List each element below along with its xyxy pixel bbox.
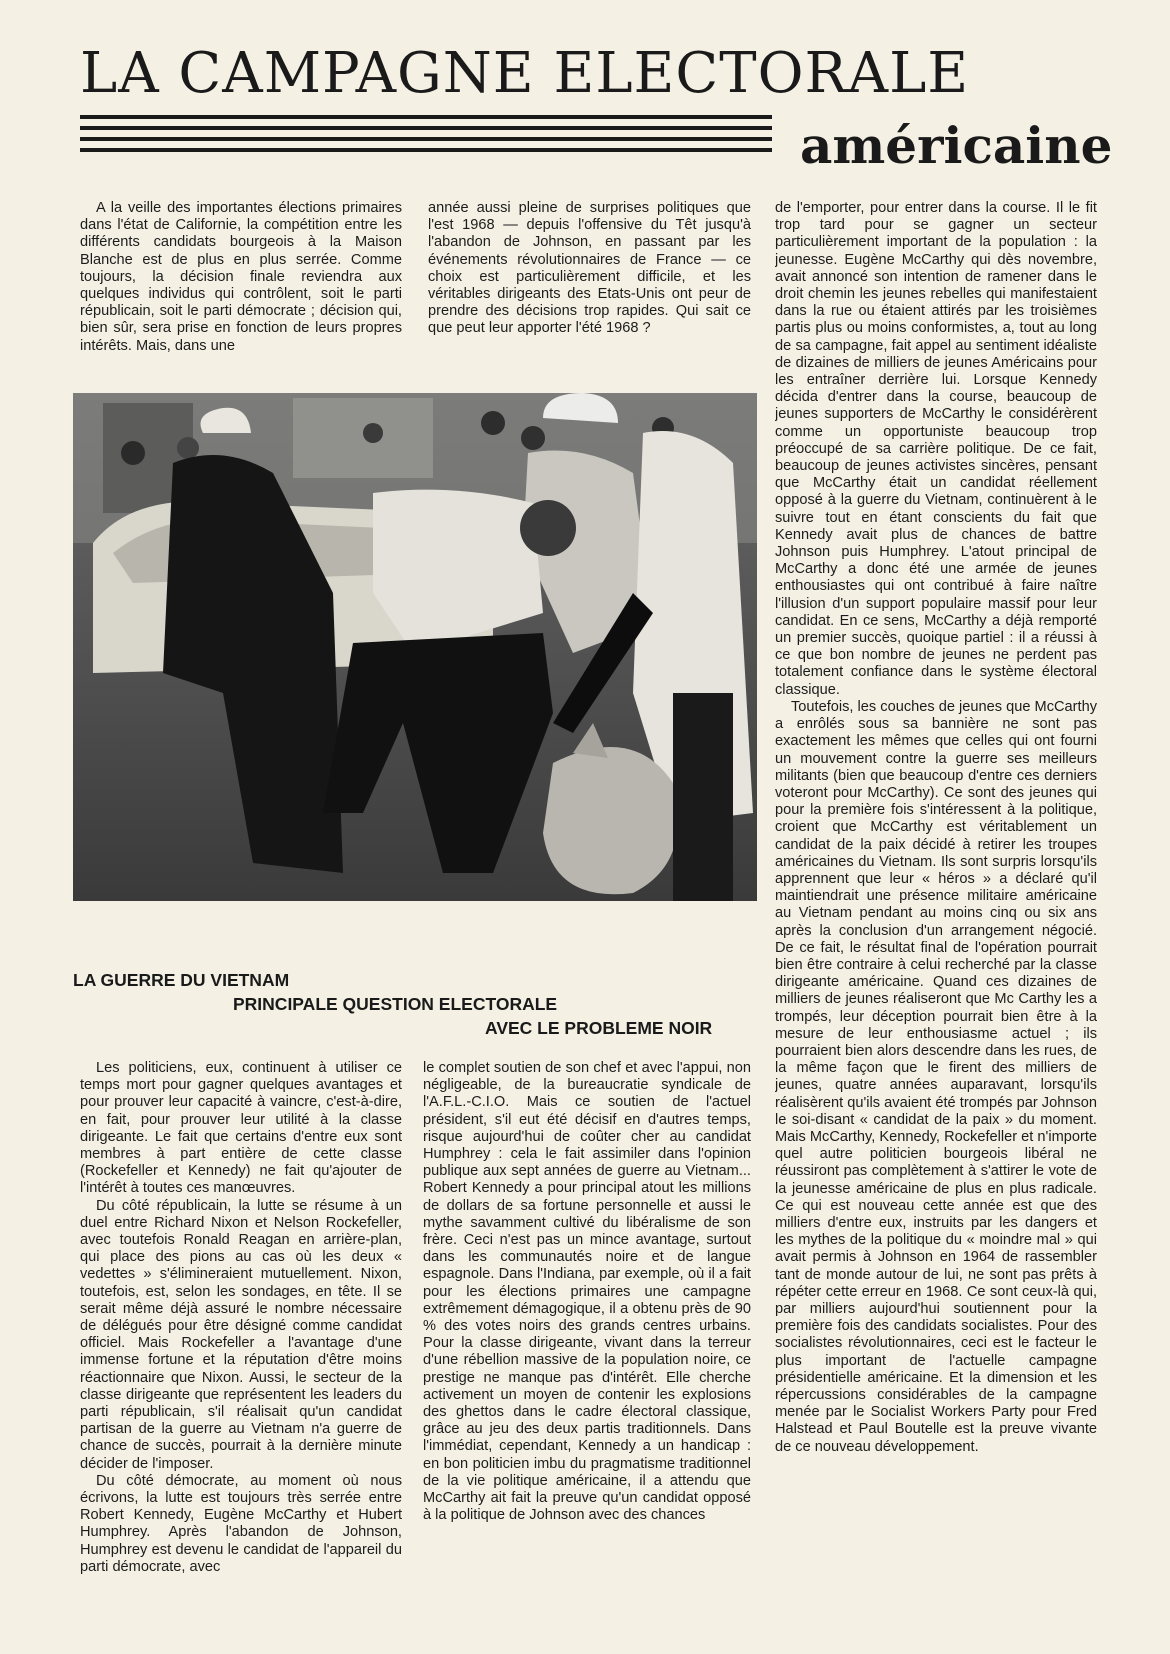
title-rule — [80, 148, 772, 152]
section-heading-line: LA GUERRE DU VIETNAM — [73, 970, 290, 990]
section-heading — [73, 968, 757, 1040]
section-heading-line: AVEC LE PROBLEME NOIR — [485, 1018, 713, 1038]
title-rule — [80, 126, 772, 130]
title-rule — [80, 137, 772, 141]
paragraph: le complet soutien de son chef et avec l'appui, non négligeable, de la bureaucratie syndicale de l'A.F.L.-C.I.O. Mais ce soutien de l'actuel président, s'il eut été décisif en d'autres temps, risque aujourd'hui de coûter cher au candidat Humphrey : cela le fait assimiler dans l'opinion publique aux sept années de guerre au Vietnam... Robert Kennedy a pour principal atout les millions de dollars de sa fortune personnelle et aussi le mythe savamment cultivé du libéralisme de son frère. Ceci n'est pas un mince avantage, surtout dans les communautés noire et de langue espagnole. Dans l'Indiana, par exemple, où il a fait pour les élections primaires une campagne extrêmement démagogique, il a obtenu près de 90 % des votes noirs des grands centres urbains. Pour la classe dirigeante, vivant dans la terreur d'une rébellion massive de la population noire, ce prestige ne manque pas d'intérêt. Elle cherche activement un moyen de contenir les explosions des ghettos dans le cadre électoral classique, grâce au jeu des deux partis traditionnels. Dans l'immédiat, cependant, Kennedy a un handicap : en bon politicien imbu du pragmatisme traditionnel de la vie politique américaine, il a attendu que McCarthy ait fait la preuve qu'un candidat opposé à la politique de Johnson avec des chances — [423, 1060, 751, 1524]
news-photograph — [73, 393, 757, 901]
photo-illustration — [73, 393, 757, 901]
paragraph: Du côté démocrate, au moment où nous écrivons, la lutte est toujours très serrée entre Robert Kennedy, Eugène McCarthy et Hubert Humphrey. Après l'abandon de Johnson, Humphrey est devenu le candidat de l'appareil du parti démocrate, avec — [80, 1472, 402, 1575]
intro-column-2 — [428, 200, 751, 338]
section-heading-line: PRINCIPALE QUESTION ELECTORALE — [233, 994, 558, 1014]
page-subtitle: américaine — [800, 116, 1113, 175]
page-title: LA CAMPAGNE ELECTORALE — [80, 41, 970, 106]
body-column-2 — [423, 1060, 751, 1620]
paragraph: Les politiciens, eux, continuent à utiliser ce temps mort pour gagner quelques avantages et pour prouver leur capacité à vaincre, c'est-à-dire, en fait, pour prouver leur utilité à la classe dirigeante. Le fait que certains d'entre eux sont membres à part entière de cette classe (Rockefeller et Kennedy) ne fait qu'ajouter de l'intérêt à toutes ces manœuvres. — [80, 1060, 402, 1197]
intro-column-1 — [80, 200, 402, 355]
title-rules — [80, 115, 772, 159]
paragraph: A la veille des importantes élections primaires dans l'état de Californie, la compétition entre les différents candidats bourgeois à la Maison Blanche est de plus en plus serrée. Comme toujours, la décision finale reviendra aux quelques individus qui contrôlent, soit le parti républicain, soit le parti démocrate ; décision qui, bien sûr, sera prise en fonction de leurs propres intérêts. Mais, dans une — [80, 200, 402, 354]
paragraph: de l'emporter, pour entrer dans la course. Il le fit trop tard pour se gagner un secteur particulièrement important de la population : la jeunesse. Eugène McCarthy qui dès novembre, avait annoncé son intention de ramener dans le droit chemin les jeunes rebelles qui manifestaient dans la rue ou étaient attirés par les troisièmes partis plus ou moins conformistes, a, tout au long de sa campagne, fait appel au sentiment idéaliste de dizaines de milliers de jeunes Américains pour les entraîner derrière lui. Lorsque Kennedy décida d'entrer dans la course, beaucoup de jeunes supporters de McCarthy le considérèrent comme un opportuniste beaucoup trop préoccupé de sa carrière politique. De ce fait, beaucoup de jeunes activistes sincères, pensant que McCarthy était un candidat réellement opposé à la guerre du Vietnam, continuèrent à le suivre tout en étant conscients du fait que Kennedy avait plus de chances de battre Johnson puis Humphrey. L'atout principal de McCarthy a donc été une armée de jeunes enthousiastes qui ont contribué à faire naître l'illusion d'un support populaire massif pour leur candidat. En ce sens, McCarthy a déjà remporté un premier succès, quoique partiel : il a réussi à ce que bon nombre de jeunes ne perdent pas totalement confiance dans le système électoral classique. — [775, 200, 1097, 698]
right-column — [775, 200, 1097, 1625]
title-rule — [80, 115, 772, 119]
body-column-1 — [80, 1060, 402, 1620]
paragraph: Toutefois, les couches de jeunes que McCarthy a enrôlés sous sa bannière ne sont pas exactement les mêmes que celles qui ont fourni un mouvement contre la guerre ses meilleurs militants (bien que beaucoup d'entre ces derniers voteront pour McCarthy). Ce sont des jeunes qui pour la première fois s'intéressent à la politique, croient que McCarthy est véritablement un candidat de la paix décidé à retirer les troupes américaines du Vietnam. Ils sont surpris lorsqu'ils apprennent que leur « héros » a déclaré qu'il maintiendrait une présence militaire américaine au Vietnam pendant au moins cinq ou six ans après la conclusion d'un arrangement négocié. De ce fait, le résultat final de l'opération pourrait bien être contraire à celui recherché par la classe dirigeante américaine. Quand ces dizaines de milliers de jeunes réaliseront que Mc Carthy les a trompés, leur déception pourrait bien être à la mesure de leur enthousiasme actuel ; ils pourraient bien alors descendre dans les rues, de la même façon que le firent des milliers de jeunes, quatre années auparavant, lorsqu'ils réalisèrent qu'ils avaient été trompés par Johnson le soi-disant « candidat de la paix » du moment. Mais McCarthy, Kennedy, Rockefeller et n'importe quel autre politicien bourgeois libéral ne réussiront pas complètement à s'attirer le vote de la jeunesse américaine de plus en plus radicale. Ce qui est nouveau cette année est que des milliers d'entre eux, instruits par les dangers et les mythes de la politique du « moindre mal » qui avait permis à Johnson en 1964 de rassembler tant de monde autour de lui, ne sont pas prêts à répéter cette erreur en 1968. Ce sont ceux-là qui, par milliers aujourd'hui soutiennent pour la première fois des candidats socialistes. Pour des socialistes révolutionnaires, ceci est le facteur le plus important de l'actuelle campagne présidentielle américaine. Et la dimension et les répercussions considérables de la campagne menée par le Socialist Workers Party pour Fred Halstead et Paul Boutelle est la preuve vivante de ce nouveau développement. — [775, 698, 1097, 1455]
paragraph: Du côté républicain, la lutte se résume à un duel entre Richard Nixon et Nelson Rockefeller, avec toutefois Ronald Reagan en arrière-plan, qui place des pions au cas où les deux « vedettes » s'élimineraient mutuellement. Nixon, toutefois, est, selon les sondages, en tête. Il se serait même déjà assuré le nombre nécessaire de délégués pour être désigné comme candidat officiel. Mais Rockefeller a l'avantage d'une immense fortune et la réputation d'être moins réactionnaire que Nixon. Aussi, le secteur de la classe dirigeante que représentent les leaders du parti républicain, s'il réalisait qu'un candidat partisan de la guerre au Vietnam n'a guerre de chance de succès, pourrait à la dernière minute décider de l'imposer. — [80, 1197, 402, 1472]
paragraph: année aussi pleine de surprises politiques que l'est 1968 — depuis l'offensive du Têt jusqu'à l'abandon de Johnson, en passant par les événements révolutionnaires de France — ce choix est particulièrement difficile, et les véritables dirigeants des Etats-Unis ont peur de prendre des décisions trop rapides. Qui sait ce que peut leur apporter l'été 1968 ? — [428, 200, 751, 337]
